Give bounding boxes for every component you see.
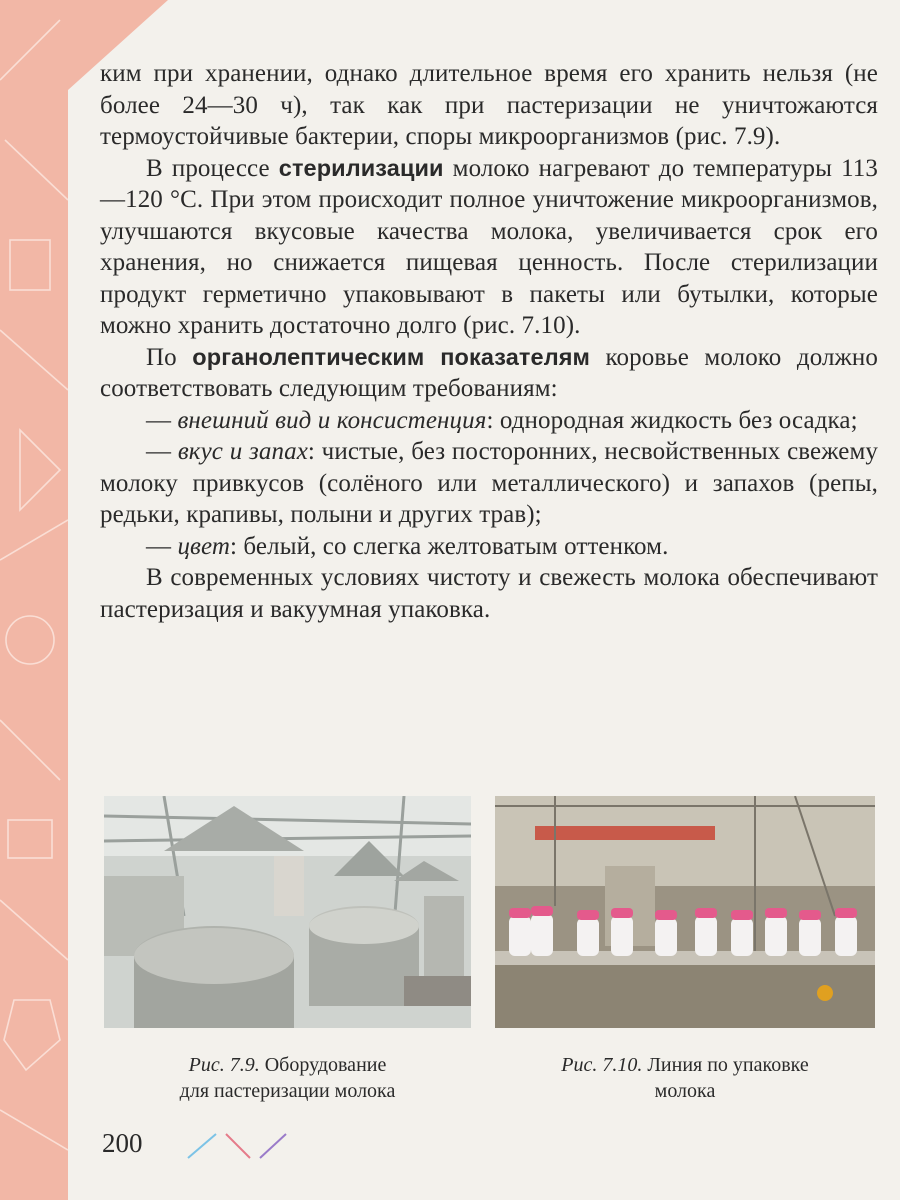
paragraph-1: ким при хранении, однако длительное время его хранить нельзя (не более 24—30 ч), так как при пастеризации не уничтожаются термоустойчивые бактерии, споры микроорганизмов (рис. 7.9). — [100, 60, 878, 150]
term-color: цвет — [177, 532, 231, 560]
term-appearance: внешний вид и консистенция — [177, 406, 487, 434]
list-item-color: — цвет: белый, со слегка желтоватым оттенком. — [146, 532, 669, 560]
paragraph-sterilization: В процессе стерилизации молоко нагревают до температуры 113—120 °С. При этом происходит полное уничтожение микроорганизмов, улучшаются вкусовые качества молока, увеличивается срок его хранения, но снижается пищевая ценность. После стерилизации продукт герметично упаковывают в пакеты или бутылки, которые можно хранить достаточно долго (рис. 7.10). — [100, 154, 878, 339]
term-sterilization: стерилизации — [278, 154, 444, 181]
photo-pasteurization-equipment — [104, 796, 471, 1028]
list-item-taste: — вкус и запах: чистые, без посторонних, несвойственных свежему молоку привкусов (солёного или металлического) и запахов (репы, редьки, крапивы, полыни и других трав); — [100, 438, 878, 528]
paragraph-organoleptic: По органолептическим показателям коровье молоко должно соответствовать следующим требованиям: — [100, 343, 879, 402]
page-decoration-lines — [186, 1132, 296, 1162]
photo-packing-line — [495, 796, 875, 1028]
geometric-pattern — [0, 0, 68, 1200]
term-organoleptic: органолептическим показателям — [192, 343, 591, 370]
page-number: 200 — [102, 1128, 143, 1158]
figure-caption-7-10: Рис. 7.10. Линия по упаковке молока — [561, 1054, 809, 1102]
figure-label: Рис. 7.10. — [561, 1054, 643, 1076]
paragraph-conclusion: В современных условиях чистоту и свежесть молока обеспечивают пастеризация и вакуумная упаковка. — [100, 564, 878, 623]
decorative-side-band — [0, 0, 68, 1200]
list-item-appearance: — внешний вид и консистенция: однородная жидкость без осадка; — [146, 406, 858, 434]
pasteurization-equipment-image — [104, 796, 471, 1028]
packing-line-image — [495, 796, 875, 1028]
figure-label: Рис. 7.9. — [188, 1054, 260, 1076]
figure-caption-7-9: Рис. 7.9. Оборудование для пастеризации молока — [179, 1054, 396, 1102]
body-text — [100, 58, 878, 625]
term-taste: вкус и запах — [177, 438, 308, 465]
